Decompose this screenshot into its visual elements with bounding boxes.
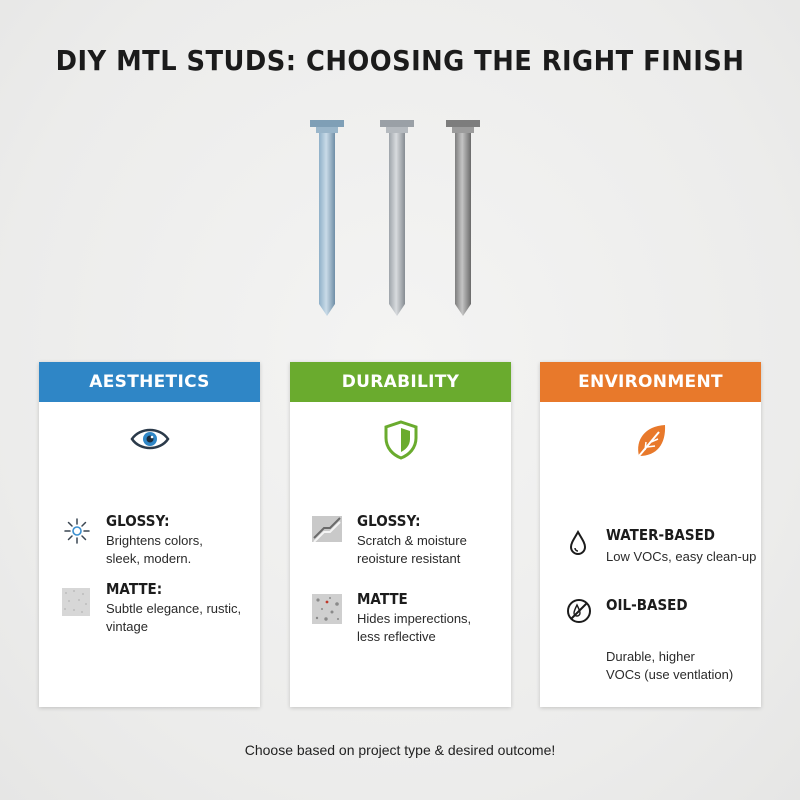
durability-header: DURABILITY <box>290 362 511 402</box>
environment-oil-desc: Durable, higher VOCs (use ventlation) <box>606 649 734 682</box>
durability-card <box>290 362 511 707</box>
environment-water-title: WATER-BASED <box>606 526 716 544</box>
aesthetics-glossy-desc: Brightens colors, sleek, modern. <box>106 533 203 566</box>
aesthetics-card <box>39 362 260 707</box>
durability-glossy-desc: Scratch & moisture reoisture resistant <box>357 533 467 566</box>
footer-note: Choose based on project type & desired outcome! <box>244 742 556 758</box>
environment-water-desc: Low VOCs, easy clean-up <box>606 549 757 564</box>
page-title: DIY MTL STUDS: CHOOSING THE RIGHT FINISH <box>55 44 745 77</box>
environment-header: ENVIRONMENT <box>540 362 761 402</box>
shield-icon <box>290 420 511 465</box>
stud-gray <box>446 120 480 316</box>
aesthetics-matte-desc: Subtle elegance, rustic, vintage <box>106 601 242 634</box>
stud-silver <box>380 120 414 316</box>
durability-glossy-title: GLOSSY: <box>357 512 421 530</box>
aesthetics-matte-title: MATTE: <box>106 580 163 598</box>
aesthetics-header: AESTHETICS <box>39 362 260 402</box>
sparkle-icon <box>64 518 90 549</box>
environment-oil-title: OIL-BASED <box>606 596 688 614</box>
speckled-texture-icon <box>312 594 342 629</box>
matte-texture-icon <box>62 588 90 621</box>
water-drop-icon <box>568 530 588 561</box>
stud-blue <box>310 120 344 316</box>
eye-icon <box>39 426 260 457</box>
durability-matte-desc: Hides imperections, less reflective <box>357 611 472 644</box>
metal-studs-illustration <box>290 112 530 327</box>
leaf-icon <box>540 422 761 465</box>
durability-matte-title: MATTE <box>357 590 408 608</box>
environment-card <box>540 362 761 707</box>
aesthetics-glossy-title: GLOSSY: <box>106 512 170 530</box>
no-oil-icon <box>566 598 592 629</box>
glossy-surface-icon <box>312 516 342 547</box>
